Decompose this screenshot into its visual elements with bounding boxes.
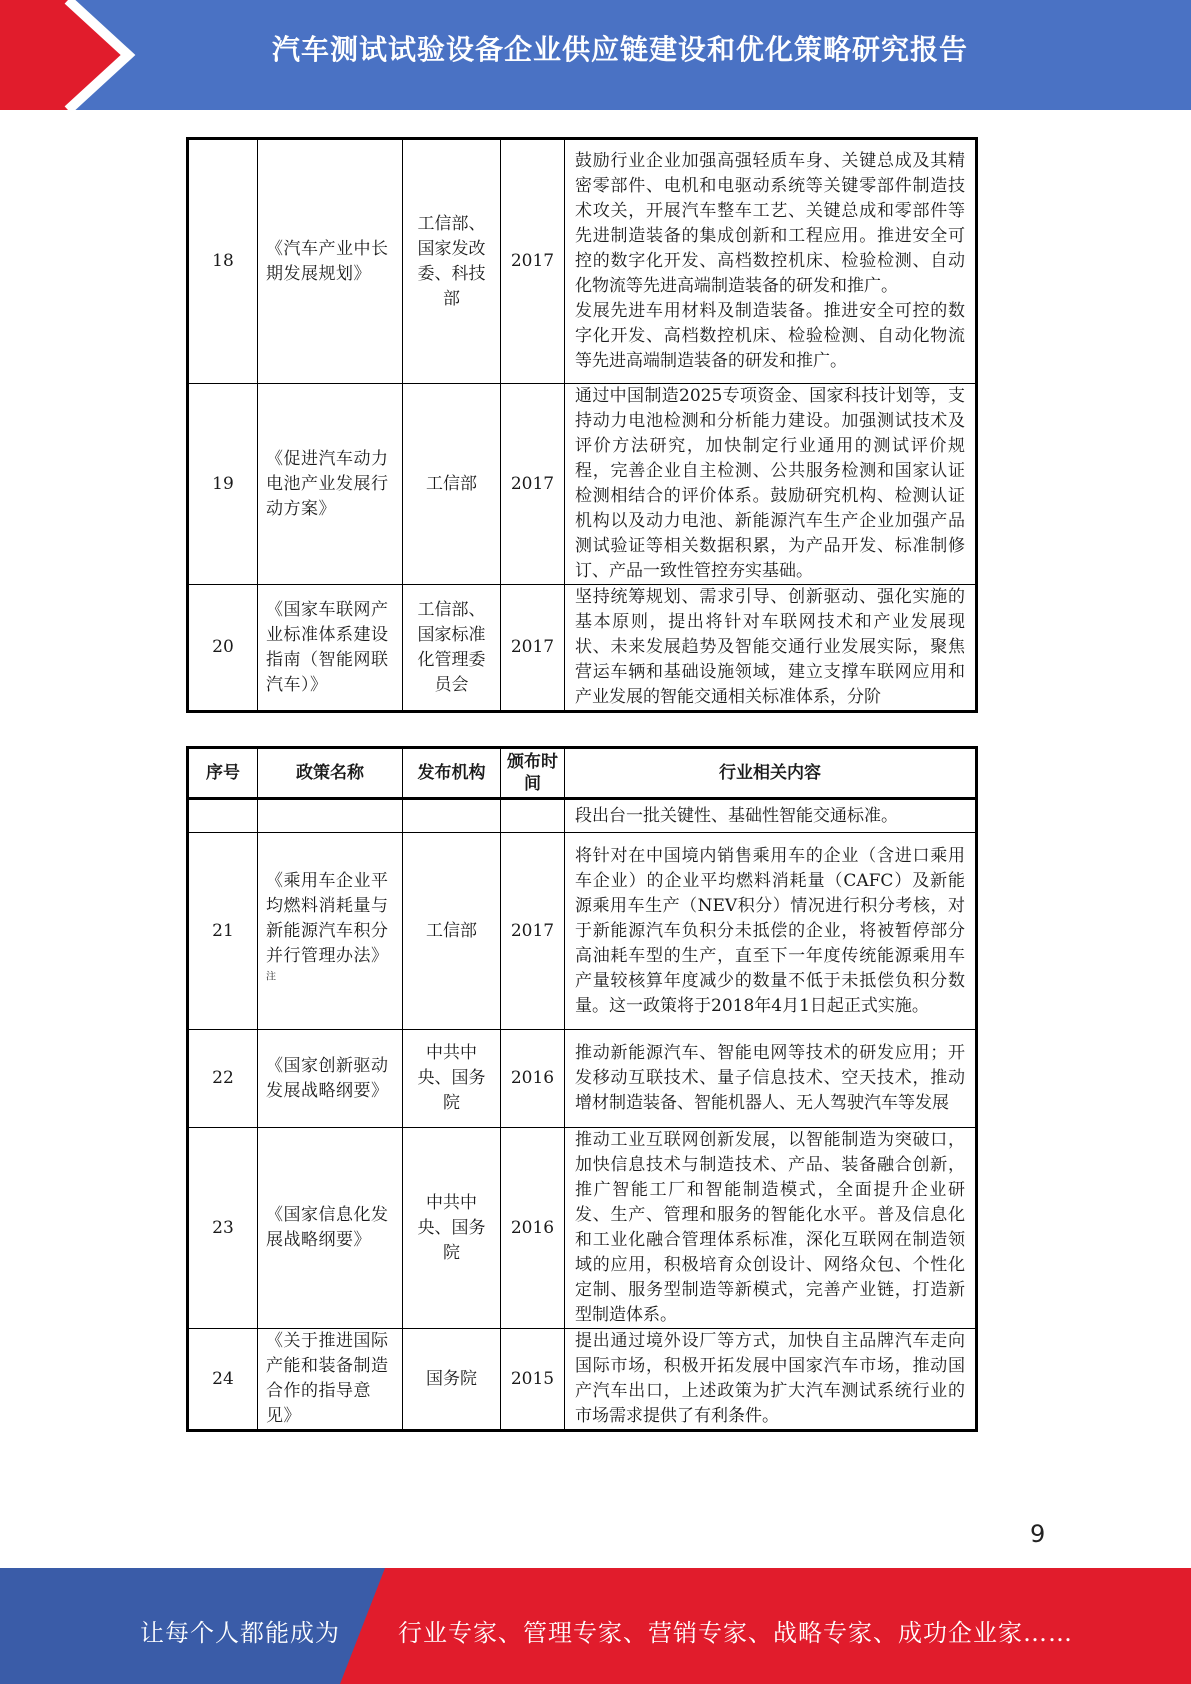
col-header-policy-name: 政策名称: [258, 748, 403, 799]
row-number: 23: [188, 1128, 258, 1329]
footnote-mark: 注: [266, 970, 277, 982]
policy-content: 推动新能源汽车、智能电网等技术的研发应用；开发移动互联技术、量子信息技术、空天技术，推动增材制造装备、智能机器人、无人驾驶汽车等发展: [565, 1030, 977, 1128]
issuing-org: 工信部、国家发改委、科技部: [403, 139, 501, 384]
issue-year: 2017: [501, 833, 565, 1030]
footer-slogan-left: 让每个人都能成为: [140, 1619, 340, 1647]
table-row: [188, 833, 977, 1030]
policy-name: 《国家创新驱动发展战略纲要》: [258, 1030, 403, 1128]
table-row: [188, 139, 977, 384]
policy-name: 《国家车联网产业标准体系建设指南（智能网联汽车）》: [258, 585, 403, 712]
policy-content: 推动工业互联网创新发展，以智能制造为突破口，加快信息技术与制造技术、产品、装备融合创新，推广智能工厂和智能制造模式，全面提升企业研发、生产、管理和服务的智能化水平。普及信息化和工业化融合管理体系标准，深化互联网在制造领域的应用，积极培育众创设计、网络众包、个性化定制、服务型制造等新模式，完善产业链，打造新型制造体系。: [565, 1128, 977, 1329]
policy-name: 《促进汽车动力电池产业发展行动方案》: [258, 384, 403, 585]
empty-cell: [188, 799, 258, 833]
policy-content: 将针对在中国境内销售乘用车的企业（含进口乘用车企业）的企业平均燃料消耗量（CAFC）及新能源乘用车生产（NEV积分）情况进行积分考核，对于新能源汽车负积分未抵偿的企业，将被暂停部分高油耗车型的生产，直至下一年度传统能源乘用车产量较核算年度减少的数量不低于未抵偿负积分数量。这一政策将于2018年4月1日起正式实施。: [565, 833, 977, 1030]
policy-content-continued: 段出台一批关键性、基础性智能交通标准。: [565, 799, 977, 833]
policy-name-text: 《乘用车企业平均燃料消耗量与新能源汽车积分并行管理办法》: [266, 870, 389, 966]
table-row: [188, 1128, 977, 1329]
policy-name: 《汽车产业中长期发展规划》: [258, 139, 403, 384]
issuing-org: 工信部、国家标准化管理委员会: [403, 585, 501, 712]
table-row: [188, 799, 977, 833]
row-number: 21: [188, 833, 258, 1030]
empty-cell: [258, 799, 403, 833]
row-number: 18: [188, 139, 258, 384]
issuing-org: 工信部: [403, 833, 501, 1030]
policy-name: 《关于推进国际产能和装备制造合作的指导意见》: [258, 1329, 403, 1431]
issuing-org: 中共中央、国务院: [403, 1030, 501, 1128]
issue-year: 2017: [501, 585, 565, 712]
col-header-issue-year: 颁布时间: [501, 748, 565, 799]
col-header-issuing-org: 发布机构: [403, 748, 501, 799]
policy-content-p2: 发展先进车用材料及制造装备。推进安全可控的数字化开发、高档数控机床、检验检测、自动化物流等先进高端制造装备的研发和推广。: [575, 301, 965, 371]
page-header: [0, 0, 1191, 110]
issue-year: 2016: [501, 1128, 565, 1329]
empty-cell: [403, 799, 501, 833]
row-number: 24: [188, 1329, 258, 1431]
issue-year: 2017: [501, 384, 565, 585]
issuing-org: 国务院: [403, 1329, 501, 1431]
issue-year: 2015: [501, 1329, 565, 1431]
row-number: 19: [188, 384, 258, 585]
row-number: 22: [188, 1030, 258, 1128]
footer-slogan-right: 行业专家、管理专家、营销专家、战略专家、成功企业家……: [398, 1619, 1073, 1647]
empty-cell: [501, 799, 565, 833]
issue-year: 2016: [501, 1030, 565, 1128]
policy-table-part2: [186, 746, 978, 1432]
policy-content: 坚持统筹规划、需求引导、创新驱动、强化实施的基本原则，提出将针对车联网技术和产业发展现状、未来发展趋势及智能交通行业发展实际，聚焦营运车辆和基础设施领域，建立支撑车联网应用和产业发展的智能交通相关标准体系，分阶: [565, 585, 977, 712]
header-title: 汽车测试试验设备企业供应链建设和优化策略研究报告: [271, 33, 968, 66]
col-header-content: 行业相关内容: [565, 748, 977, 799]
page-number: 9: [1030, 1520, 1046, 1548]
issue-year: 2017: [501, 139, 565, 384]
table-row: [188, 585, 977, 712]
policy-name: [258, 833, 403, 1030]
policy-table-part1: [186, 137, 978, 713]
page-footer: [0, 1568, 1191, 1684]
table-row: [188, 384, 977, 585]
col-header-number: 序号: [188, 748, 258, 799]
issuing-org: 中共中央、国务院: [403, 1128, 501, 1329]
table-row: [188, 1030, 977, 1128]
policy-name: 《国家信息化发展战略纲要》: [258, 1128, 403, 1329]
table-header-row: [188, 748, 977, 799]
issuing-org: 工信部: [403, 384, 501, 585]
row-number: 20: [188, 585, 258, 712]
policy-content: 提出通过境外设厂等方式，加快自主品牌汽车走向国际市场，积极开拓发展中国家汽车市场，推动国产汽车出口，上述政策为扩大汽车测试系统行业的市场需求提供了有利条件。: [565, 1329, 977, 1431]
policy-content-p1: 鼓励行业企业加强高强轻质车身、关键总成及其精密零部件、电机和电驱动系统等关键零部件制造技术攻关，开展汽车整车工艺、关键总成和零部件等先进制造装备的集成创新和工程应用。推进安全可控的数字化开发、高档数控机床、检验检测、自动化物流等先进高端制造装备的研发和推广。: [575, 151, 965, 296]
table-row: [188, 1329, 977, 1431]
policy-content: [565, 139, 977, 384]
policy-content: 通过中国制造2025专项资金、国家科技计划等，支持动力电池检测和分析能力建设。加强测试技术及评价方法研究，加快制定行业通用的测试评价规程，完善企业自主检测、公共服务检测和国家认证检测相结合的评价体系。鼓励研究机构、检测认证机构以及动力电池、新能源汽车生产企业加强产品测试验证等相关数据积累，为产品开发、标准制修订、产品一致性管控夯实基础。: [565, 384, 977, 585]
